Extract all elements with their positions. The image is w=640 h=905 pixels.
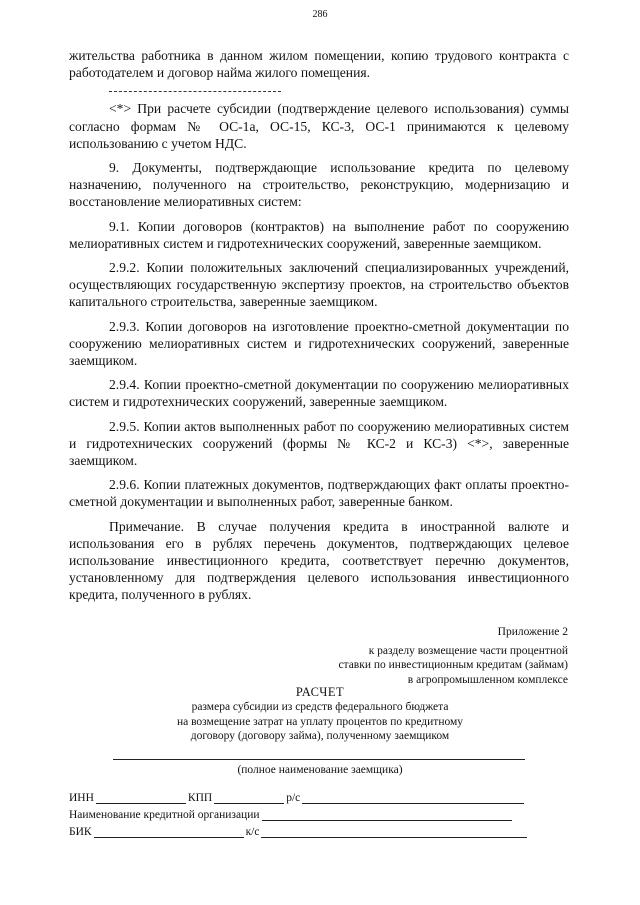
credit-org-field[interactable] [262, 809, 512, 821]
calc-subtitle-line: размера субсидии из средств федерального бюджета [191, 701, 449, 713]
appendix-header [308, 625, 568, 687]
paragraph-2-9-6: 2.9.6. Копии платежных документов, подтверждающих факт оплаты проектно-сметной документации и выполненных работ, заверенные банком. [69, 477, 569, 510]
ks-field[interactable] [261, 826, 527, 838]
inn-field[interactable] [96, 792, 186, 804]
paragraph-2-9-5: 2.9.5. Копии актов выполненных работ по сооружению мелиоративных систем и гидротехнических сооружений (формы № КС-2 и КС-3) <*>, заверенные заемщиком. [69, 418, 569, 469]
ks-label: к/с [245, 826, 260, 838]
paragraph-2-9-3: 2.9.3. Копии договоров на изготовление проектно-сметной документации по сооружению мелиоративных систем и гидротехнических сооружений, заверенные заемщиком. [69, 318, 569, 369]
calc-title: РАСЧЕТ [295, 685, 345, 699]
document-body [69, 47, 569, 611]
rs-field[interactable] [302, 792, 524, 804]
appendix-line: в агропромышленном комплексе [407, 673, 568, 686]
paragraph-2-9-2: 2.9.2. Копии положительных заключений специализированных учреждений, осуществляющих государственную экспертизу проектов, на строительство объектов капитального строительства, заверенные заемщиком. [69, 260, 569, 310]
credit-org-label: Наименование кредитной организации [69, 809, 260, 821]
calc-subtitle [0, 700, 640, 744]
bik-ks-row [69, 826, 529, 838]
bik-field[interactable] [94, 826, 244, 838]
note-paragraph: Примечание. В случае получения кредита в иностранной валюте и использования его в рублях перечень документов, подтверждающих целевое использование инвестиционного кредита, соответствует перечню документов, установленному для подтверждения целевого использования инвестиционного кредита, полученного в рублях. [69, 518, 569, 603]
paragraph-9: 9. Документы, подтверждающие использование кредита по целевому назначению, полученного на строительство, реконструкцию, модернизацию и восстановление мелиоративных систем: [69, 160, 569, 210]
calc-subtitle-line: договору (договору займа), полученному заемщиком [190, 730, 450, 742]
appendix-number: Приложение 2 [497, 626, 568, 638]
borrower-name-caption: (полное наименование заемщика) [237, 764, 403, 776]
footnote-paragraph: <*> При расчете субсидии (подтверждение целевого использования) суммы согласно формам № ОС-1а, ОС-15, КС-3, ОС-1 принимаются к целевому использованию с учетом НДС. [69, 101, 569, 151]
kpp-label: КПП [187, 792, 213, 804]
credit-org-row [69, 809, 514, 821]
bik-label: БИК [69, 826, 92, 838]
appendix-line: ставки по инвестиционным кредитам (займам) [338, 659, 568, 671]
rs-label: р/с [286, 792, 301, 804]
inn-kpp-rs-row [69, 792, 526, 804]
appendix-line: к разделу возмещение части процентной [368, 644, 568, 657]
footnote-separator [109, 91, 281, 92]
borrower-name-field[interactable] [113, 759, 525, 760]
paragraph-9-1: 9.1. Копии договоров (контрактов) на выполнение работ по сооружению мелиоративных систем и гидротехнических сооружений, заверенные заемщиком. [69, 218, 569, 251]
page-number: 286 [312, 9, 328, 20]
kpp-field[interactable] [214, 792, 284, 804]
inn-label: ИНН [69, 792, 94, 804]
paragraph-continuation: жительства работника в данном жилом помещении, копию трудового контракта с работодателем и договор найма жилого помещения. [69, 48, 569, 81]
calc-subtitle-line: на возмещение затрат на уплату процентов по кредитному [176, 715, 464, 728]
paragraph-2-9-4: 2.9.4. Копии проектно-сметной документации по сооружению мелиоративных систем и гидротехнических сооружений, заверенные заемщиком. [69, 377, 569, 410]
